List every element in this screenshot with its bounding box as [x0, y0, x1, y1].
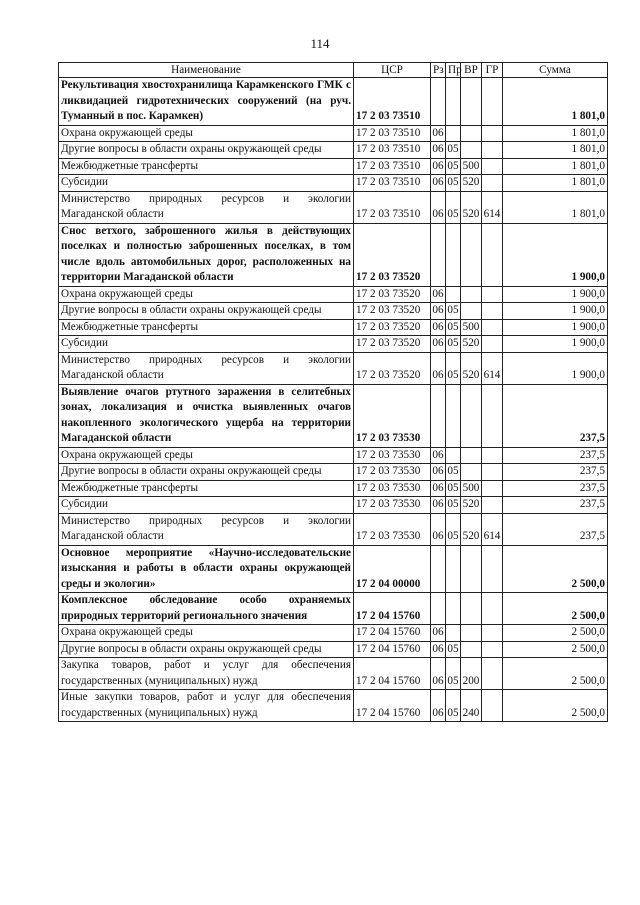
row-rz: 06 — [431, 690, 446, 722]
table-row — [59, 286, 608, 303]
row-name: Комплексное обследование особо охраняемых природных территорий регионального значения — [59, 593, 354, 625]
row-sum: 237,5 — [503, 447, 608, 464]
table-row — [59, 175, 608, 192]
row-rz: 06 — [431, 641, 446, 658]
row-name: Субсидии — [59, 175, 354, 192]
row-name: Другие вопросы в области охраны окружающей среды — [59, 641, 354, 658]
row-rz — [431, 545, 446, 593]
row-rz — [431, 223, 446, 286]
row-vr — [461, 447, 482, 464]
row-csr: 17 2 03 73520 — [354, 336, 431, 353]
header-rz: Рз — [431, 63, 446, 78]
table-row — [59, 78, 608, 126]
table-row — [59, 191, 608, 223]
row-gr — [482, 447, 503, 464]
row-pr — [446, 384, 461, 447]
header-pr: Пр — [446, 63, 461, 78]
row-csr: 17 2 03 73530 — [354, 513, 431, 545]
row-gr: 614 — [482, 191, 503, 223]
row-sum: 1 801,0 — [503, 158, 608, 175]
row-pr: 05 — [446, 175, 461, 192]
row-pr: 05 — [446, 464, 461, 481]
row-gr — [482, 480, 503, 497]
row-pr: 05 — [446, 513, 461, 545]
row-csr: 17 2 04 15760 — [354, 625, 431, 642]
row-sum: 1 801,0 — [503, 191, 608, 223]
row-pr: 05 — [446, 142, 461, 159]
row-vr — [461, 464, 482, 481]
row-name: Министерство природных ресурсов и экологии Магаданской области — [59, 513, 354, 545]
row-vr — [461, 286, 482, 303]
row-name: Другие вопросы в области охраны окружающей среды — [59, 303, 354, 320]
row-sum: 2 500,0 — [503, 641, 608, 658]
row-vr — [461, 142, 482, 159]
row-name: Другие вопросы в области охраны окружающей среды — [59, 142, 354, 159]
row-csr: 17 2 03 73530 — [354, 480, 431, 497]
row-rz: 06 — [431, 625, 446, 642]
table-row — [59, 658, 608, 690]
table-row — [59, 384, 608, 447]
row-vr — [461, 303, 482, 320]
row-vr — [461, 384, 482, 447]
row-pr — [446, 78, 461, 126]
table-header — [59, 63, 608, 78]
row-vr: 200 — [461, 658, 482, 690]
row-sum: 1 801,0 — [503, 142, 608, 159]
row-sum: 1 900,0 — [503, 352, 608, 384]
row-name: Субсидии — [59, 497, 354, 514]
row-csr: 17 2 03 73520 — [354, 319, 431, 336]
row-rz: 06 — [431, 319, 446, 336]
table-row — [59, 142, 608, 159]
row-pr: 05 — [446, 158, 461, 175]
row-vr: 520 — [461, 336, 482, 353]
row-rz: 06 — [431, 191, 446, 223]
row-csr: 17 2 03 73510 — [354, 142, 431, 159]
row-vr: 500 — [461, 480, 482, 497]
row-name: Охрана окружающей среды — [59, 286, 354, 303]
table-row — [59, 303, 608, 320]
row-gr — [482, 303, 503, 320]
row-sum: 237,5 — [503, 464, 608, 481]
row-pr — [446, 593, 461, 625]
table-row — [59, 625, 608, 642]
row-rz: 06 — [431, 497, 446, 514]
row-gr: 614 — [482, 352, 503, 384]
row-pr: 05 — [446, 641, 461, 658]
row-csr: 17 2 03 73510 — [354, 125, 431, 142]
table-body — [59, 78, 608, 722]
row-pr — [446, 447, 461, 464]
row-pr: 05 — [446, 303, 461, 320]
row-csr: 17 2 03 73510 — [354, 175, 431, 192]
row-rz: 06 — [431, 303, 446, 320]
row-name: Субсидии — [59, 336, 354, 353]
row-name: Межбюджетные трансферты — [59, 480, 354, 497]
row-csr: 17 2 03 73510 — [354, 158, 431, 175]
row-sum: 1 900,0 — [503, 223, 608, 286]
row-pr: 05 — [446, 191, 461, 223]
row-gr — [482, 223, 503, 286]
row-pr: 05 — [446, 658, 461, 690]
row-sum: 1 900,0 — [503, 319, 608, 336]
row-sum: 237,5 — [503, 497, 608, 514]
row-sum: 1 801,0 — [503, 175, 608, 192]
row-gr — [482, 125, 503, 142]
row-csr: 17 2 03 73510 — [354, 78, 431, 126]
row-gr — [482, 142, 503, 159]
row-rz: 06 — [431, 658, 446, 690]
row-sum: 1 900,0 — [503, 303, 608, 320]
row-pr: 05 — [446, 497, 461, 514]
header-sum: Сумма — [503, 63, 608, 78]
row-pr — [446, 125, 461, 142]
row-name: Снос ветхого, заброшенного жилья в действующих поселках и полностью заброшенных поселках, в том числе вдоль автомобильных дорог, расположенных на территории Магаданской области — [59, 223, 354, 286]
row-rz: 06 — [431, 142, 446, 159]
row-gr: 614 — [482, 513, 503, 545]
row-gr — [482, 625, 503, 642]
row-name: Другие вопросы в области охраны окружающей среды — [59, 464, 354, 481]
row-pr: 05 — [446, 319, 461, 336]
row-vr: 520 — [461, 513, 482, 545]
row-vr — [461, 641, 482, 658]
row-vr — [461, 78, 482, 126]
table-row — [59, 545, 608, 593]
row-csr: 17 2 04 15760 — [354, 690, 431, 722]
row-vr: 240 — [461, 690, 482, 722]
row-rz: 06 — [431, 464, 446, 481]
row-gr — [482, 545, 503, 593]
row-gr — [482, 319, 503, 336]
row-pr — [446, 286, 461, 303]
row-gr — [482, 464, 503, 481]
row-vr — [461, 625, 482, 642]
row-name: Выявление очагов ртутного заражения в селитебных зонах, локализация и очистка выявленных очагов накопленного экологического ущерба на территории Магаданской области — [59, 384, 354, 447]
row-name: Министерство природных ресурсов и экологии Магаданской области — [59, 191, 354, 223]
row-vr: 520 — [461, 352, 482, 384]
row-vr: 520 — [461, 175, 482, 192]
row-name: Министерство природных ресурсов и экологии Магаданской области — [59, 352, 354, 384]
row-vr — [461, 125, 482, 142]
row-pr: 05 — [446, 352, 461, 384]
table-row — [59, 158, 608, 175]
row-rz: 06 — [431, 513, 446, 545]
row-gr — [482, 641, 503, 658]
row-gr — [482, 158, 503, 175]
header-csr: ЦСР — [354, 63, 431, 78]
row-name: Охрана окружающей среды — [59, 625, 354, 642]
header-gr: ГР — [482, 63, 503, 78]
table-row — [59, 480, 608, 497]
row-rz — [431, 593, 446, 625]
row-csr: 17 2 03 73520 — [354, 286, 431, 303]
row-csr: 17 2 03 73530 — [354, 384, 431, 447]
row-pr — [446, 545, 461, 593]
row-csr: 17 2 03 73520 — [354, 303, 431, 320]
row-vr — [461, 223, 482, 286]
row-pr: 05 — [446, 480, 461, 497]
table-row — [59, 125, 608, 142]
row-csr: 17 2 03 73530 — [354, 497, 431, 514]
row-vr — [461, 593, 482, 625]
row-rz — [431, 78, 446, 126]
row-rz: 06 — [431, 447, 446, 464]
row-rz: 06 — [431, 175, 446, 192]
row-name: Межбюджетные трансферты — [59, 158, 354, 175]
row-rz: 06 — [431, 158, 446, 175]
table-row — [59, 352, 608, 384]
row-vr — [461, 545, 482, 593]
row-csr: 17 2 04 15760 — [354, 593, 431, 625]
row-gr — [482, 384, 503, 447]
row-name: Охрана окружающей среды — [59, 447, 354, 464]
table-row — [59, 336, 608, 353]
row-rz — [431, 384, 446, 447]
row-rz: 06 — [431, 286, 446, 303]
row-csr: 17 2 04 15760 — [354, 658, 431, 690]
table-row — [59, 319, 608, 336]
table-row — [59, 641, 608, 658]
row-pr — [446, 625, 461, 642]
row-sum: 2 500,0 — [503, 545, 608, 593]
row-name: Основное мероприятие «Научно-исследовательские изыскания и работы в области охраны окружающей среды и экологии» — [59, 545, 354, 593]
row-gr — [482, 78, 503, 126]
row-gr — [482, 690, 503, 722]
row-rz: 06 — [431, 480, 446, 497]
row-sum: 2 500,0 — [503, 625, 608, 642]
row-name: Охрана окружающей среды — [59, 125, 354, 142]
row-pr: 05 — [446, 336, 461, 353]
row-rz: 06 — [431, 336, 446, 353]
header-row — [59, 63, 608, 78]
row-csr: 17 2 03 73530 — [354, 464, 431, 481]
table-row — [59, 593, 608, 625]
table-row — [59, 513, 608, 545]
table-row — [59, 447, 608, 464]
row-sum: 1 801,0 — [503, 125, 608, 142]
row-name: Закупка товаров, работ и услуг для обеспечения государственных (муниципальных) нужд — [59, 658, 354, 690]
row-sum: 2 500,0 — [503, 593, 608, 625]
row-csr: 17 2 03 73510 — [354, 191, 431, 223]
row-sum: 2 500,0 — [503, 658, 608, 690]
row-name: Межбюджетные трансферты — [59, 319, 354, 336]
row-name: Рекультивация хвостохранилища Карамкенского ГМК с ликвидацией гидротехнических сооружений (на руч. Туманный в пос. Карамкен) — [59, 78, 354, 126]
row-csr: 17 2 03 73530 — [354, 447, 431, 464]
row-vr: 500 — [461, 319, 482, 336]
row-rz: 06 — [431, 352, 446, 384]
row-sum: 237,5 — [503, 384, 608, 447]
row-gr — [482, 497, 503, 514]
row-rz: 06 — [431, 125, 446, 142]
row-gr — [482, 286, 503, 303]
row-vr: 500 — [461, 158, 482, 175]
row-vr: 520 — [461, 497, 482, 514]
row-vr: 520 — [461, 191, 482, 223]
row-gr — [482, 175, 503, 192]
row-name: Иные закупки товаров, работ и услуг для обеспечения государственных (муниципальных) нужд — [59, 690, 354, 722]
table-row — [59, 497, 608, 514]
header-vr: ВР — [461, 63, 482, 78]
row-gr — [482, 593, 503, 625]
row-gr — [482, 336, 503, 353]
row-sum: 1 801,0 — [503, 78, 608, 126]
row-sum: 2 500,0 — [503, 690, 608, 722]
row-csr: 17 2 04 15760 — [354, 641, 431, 658]
row-pr — [446, 223, 461, 286]
budget-table — [58, 62, 608, 722]
row-sum: 1 900,0 — [503, 286, 608, 303]
row-sum: 1 900,0 — [503, 336, 608, 353]
table-row — [59, 223, 608, 286]
header-name: Наименование — [59, 63, 354, 78]
row-csr: 17 2 04 00000 — [354, 545, 431, 593]
row-sum: 237,5 — [503, 513, 608, 545]
row-sum: 237,5 — [503, 480, 608, 497]
row-pr: 05 — [446, 690, 461, 722]
row-gr — [482, 658, 503, 690]
row-csr: 17 2 03 73520 — [354, 223, 431, 286]
table-row — [59, 690, 608, 722]
table-row — [59, 464, 608, 481]
page-number: 114 — [310, 36, 330, 51]
row-csr: 17 2 03 73520 — [354, 352, 431, 384]
